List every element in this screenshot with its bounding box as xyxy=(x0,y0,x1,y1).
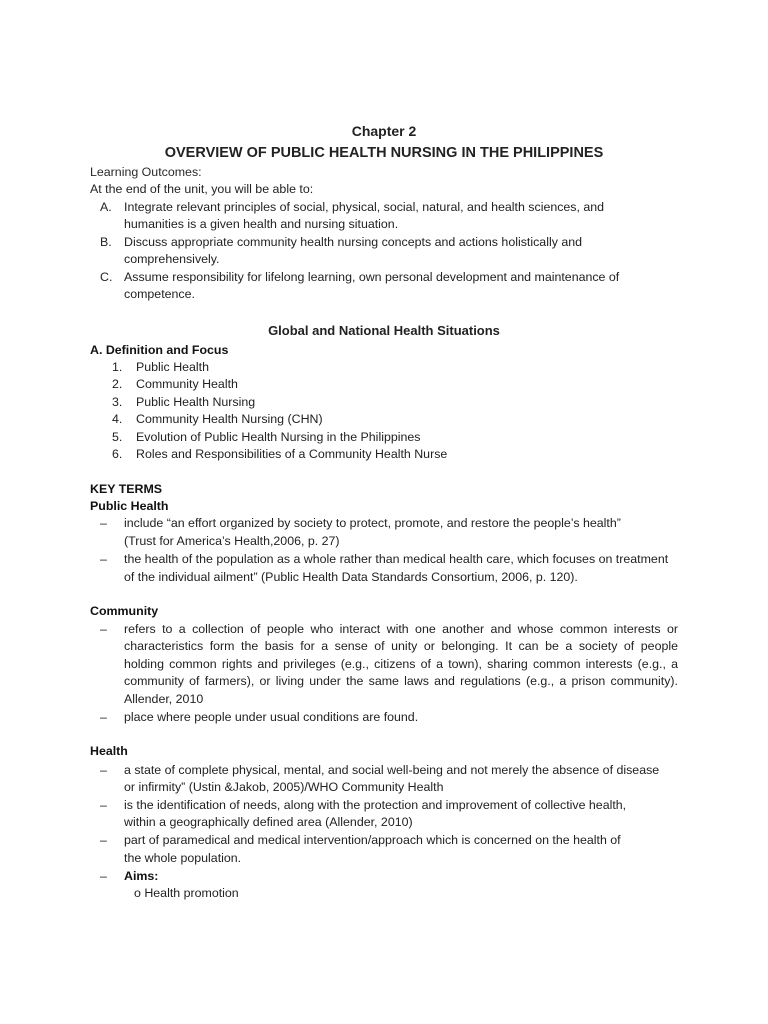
outcome-letter: A. xyxy=(100,200,112,214)
bullet-text-line: or infirmity” (Ustin &Jakob, 2005)/WHO Community Health xyxy=(124,780,444,794)
list-number: 2. xyxy=(112,377,123,391)
dash-bullet: – xyxy=(100,622,107,636)
bullet-text-line: characteristics form the basis for a sense of unity or belonging. It can be a society of people xyxy=(124,639,678,653)
dash-bullet: – xyxy=(100,763,107,777)
dash-bullet: – xyxy=(100,798,107,812)
aims-label: Aims: xyxy=(124,869,159,883)
bullet-text-line: include “an effort organized by society to protect, promote, and restore the people’s health” xyxy=(124,516,621,530)
section-title: Global and National Health Situations xyxy=(268,323,500,338)
term-public-health: Public Health xyxy=(90,499,169,513)
outcome-text-line: Discuss appropriate community health nursing concepts and actions holistically and xyxy=(124,235,583,249)
list-item: Community Health Nursing (CHN) xyxy=(136,412,323,426)
dash-bullet: – xyxy=(100,710,107,724)
term-health: Health xyxy=(90,744,128,758)
key-terms-heading: KEY TERMS xyxy=(90,482,163,496)
list-item: Public Health Nursing xyxy=(136,395,256,409)
list-number: 6. xyxy=(112,447,123,461)
bullet-text-line: within a geographically defined area (Allender, 2010) xyxy=(124,815,413,829)
bullet-text-line: is the identification of needs, along with the protection and improvement of collective health, xyxy=(124,798,627,812)
learning-outcomes-intro: At the end of the unit, you will be able to: xyxy=(90,182,314,196)
list-item: Evolution of Public Health Nursing in the Philippines xyxy=(136,430,421,444)
chapter-label: Chapter 2 xyxy=(351,123,417,139)
outcome-text-line: competence. xyxy=(124,287,195,301)
bullet-text-line: refers to a collection of people who interact with one another and whose common interests or xyxy=(124,622,678,636)
list-number: 5. xyxy=(112,430,123,444)
outcome-text-line: Assume responsibility for lifelong learning, own personal development and maintenance of xyxy=(124,270,620,284)
learning-outcomes-heading: Learning Outcomes: xyxy=(90,165,202,179)
outcome-text-line: humanities is a given health and nursing situation. xyxy=(124,217,399,231)
list-item: Public Health xyxy=(136,360,210,374)
dash-bullet: – xyxy=(100,869,107,883)
outcome-letter: C. xyxy=(100,270,113,284)
dash-bullet: – xyxy=(100,552,107,566)
bullet-text-line: part of paramedical and medical intervention/approach which is concerned on the health of xyxy=(124,833,621,847)
page-title: OVERVIEW OF PUBLIC HEALTH NURSING IN THE PHILIPPINES xyxy=(164,145,604,161)
outcome-text-line: Integrate relevant principles of social, physical, social, natural, and health sciences, and xyxy=(124,200,605,214)
list-item: Roles and Responsibilities of a Community Health Nurse xyxy=(136,447,448,461)
bullet-text-line: (Trust for America’s Health,2006, p. 27) xyxy=(124,534,340,548)
bullet-text-line: place where people under usual conditions are found. xyxy=(124,710,419,724)
bullet-text-line: holding common rights and privileges (e.g., citizens of a town), sharing common interests (e.g., a xyxy=(124,657,678,671)
bullet-text-line: of the individual ailment” (Public Health Data Standards Consortium, 2006, p. 120). xyxy=(124,570,578,584)
bullet-text-line: the whole population. xyxy=(124,851,242,865)
bullet-text-line: the health of the population as a whole rather than medical health care, which focuses on treatment xyxy=(124,552,669,566)
bullet-text-line: a state of complete physical, mental, and social well-being and not merely the absence of disease xyxy=(124,763,660,777)
aims-item: o Health promotion xyxy=(134,886,239,900)
bullet-text-line: community of farmers), or living under the same laws and regulations (e.g., a prison community). xyxy=(124,674,678,688)
list-item: Community Health xyxy=(136,377,238,391)
list-number: 3. xyxy=(112,395,123,409)
bullet-text-line: Allender, 2010 xyxy=(124,692,204,706)
term-community: Community xyxy=(90,604,159,618)
dash-bullet: – xyxy=(100,833,107,847)
outcome-letter: B. xyxy=(100,235,112,249)
list-number: 1. xyxy=(112,360,123,374)
outcome-text-line: comprehensively. xyxy=(124,252,220,266)
list-number: 4. xyxy=(112,412,123,426)
dash-bullet: – xyxy=(100,516,107,530)
section-subheading: A. Definition and Focus xyxy=(90,343,229,357)
